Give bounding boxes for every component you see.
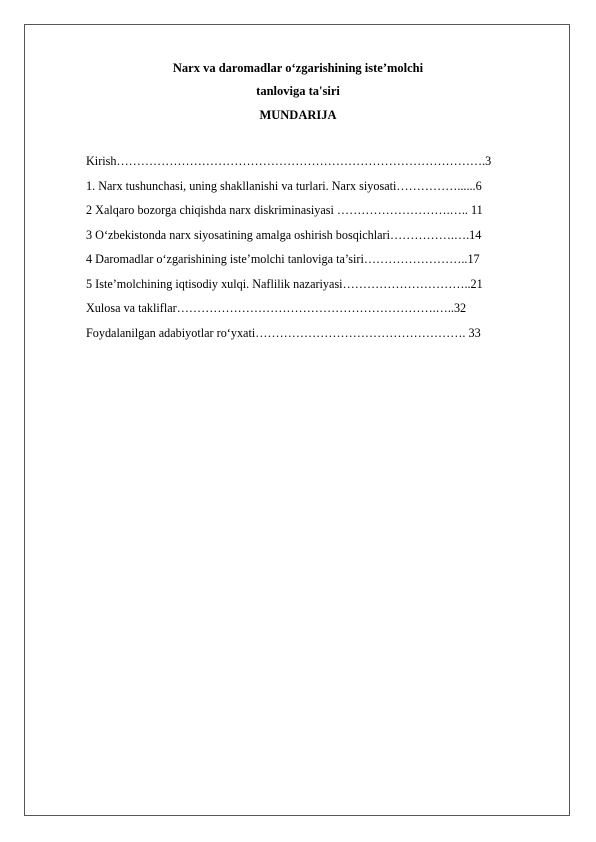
toc-entry-chapter-1: 1. Narx tushunchasi, uning shakllanishi va turlari. Narx siyosati……………......6 — [86, 178, 482, 193]
toc-entry-chapter-2: 2 Xalqaro bozorga chiqishda narx diskriminasiyasi ……………………….….. 11 — [86, 203, 483, 217]
toc-entry-introduction: Kirish……………………………………………………………………………….3 — [86, 154, 492, 168]
toc-entry-chapter-5: 5 Iste’molchining iqtisodiy xulqi. Naflilik nazariyasi…………………………..21 — [86, 276, 483, 291]
contents-heading: MUNDARIJA — [259, 108, 337, 122]
table-of-contents — [86, 153, 546, 349]
toc-entry-chapter-3: 3 O‘zbekistonda narx siyosatining amalga oshirish bosqichlari…………….….14 — [86, 227, 482, 242]
toc-entry-conclusion: Xulosa va takliflar……………………………………………………….…..32 — [86, 301, 467, 315]
document-title-line-1: Narx va daromadlar o‘zgarishining iste’molchi — [172, 61, 424, 75]
document-title-line-2: tanloviga ta'siri — [256, 84, 340, 98]
toc-entry-chapter-4: 4 Daromadlar o‘zgarishining iste’molchi tanloviga ta’siri……………………..17 — [86, 252, 480, 266]
toc-entry-references: Foydalanilgan adabiyotlar ro‘yxati……………………………………………. 33 — [86, 325, 481, 340]
page-border — [24, 24, 570, 816]
